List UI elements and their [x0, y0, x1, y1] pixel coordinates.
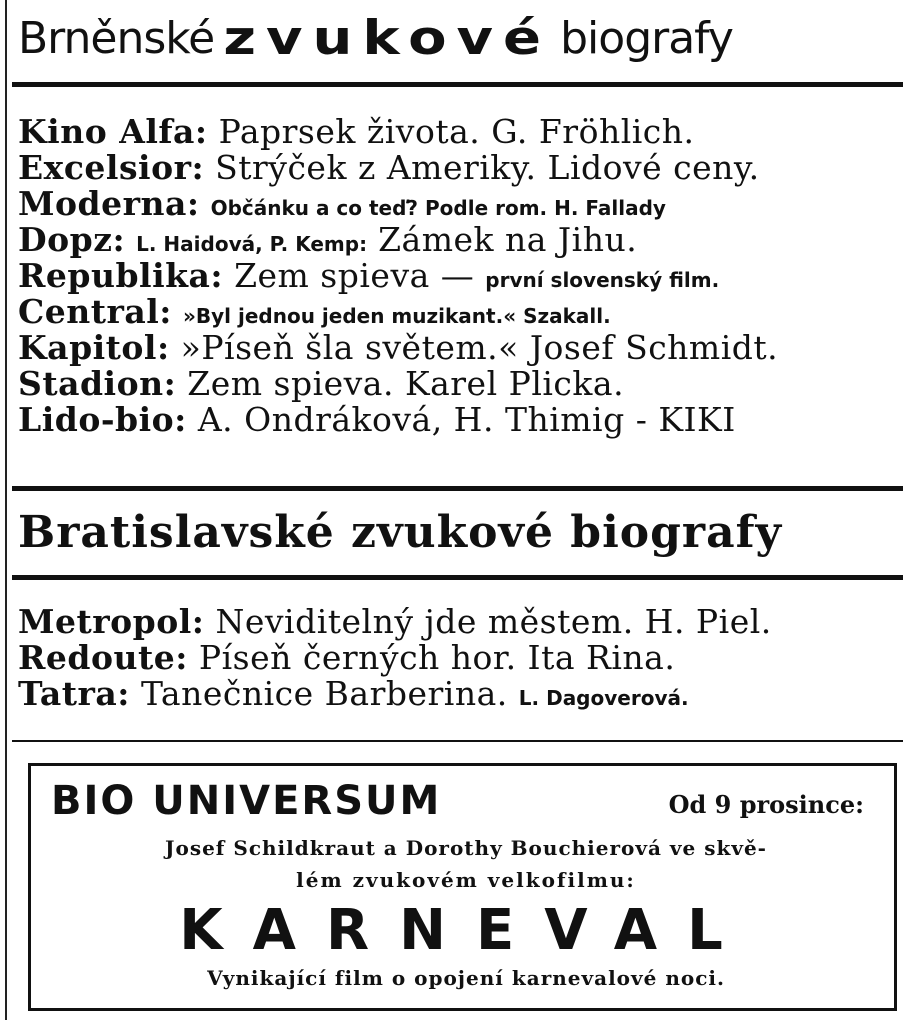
film-listing: Strýček z Ameriky. Lidové ceny.	[215, 148, 760, 187]
cinema-entry	[18, 604, 908, 640]
film-note: Občánku a co teď? Podle rom. H. Fallady	[210, 196, 666, 220]
screening-date: Od 9 prosince:	[668, 790, 864, 819]
divider	[12, 82, 903, 87]
film-listing: Paprsek života. G. Fröhlich.	[218, 112, 695, 151]
film-listing: Neviditelný jde městem. H. Piel.	[215, 602, 772, 641]
venue-name: Stadion:	[18, 364, 177, 403]
bratislava-cinema-list	[18, 604, 908, 712]
film-listing: Píseň černých hor. Ita Rina.	[198, 638, 676, 677]
film-title: KARNEVAL	[179, 898, 753, 963]
left-margin-rule	[5, 0, 7, 1020]
cinema-entry	[18, 402, 908, 438]
cast-line: Josef Schildkraut a Dorothy Bouchierová ve skvě-	[165, 836, 767, 860]
film-listing: Zem spieva. Karel Plicka.	[187, 364, 625, 403]
venue-name: Moderna:	[18, 184, 200, 223]
brno-heading	[18, 6, 903, 76]
cinema-entry	[18, 640, 908, 676]
film-note: první slovenský film.	[485, 268, 720, 292]
film-listing: Tanečnice Barberina.	[140, 674, 508, 713]
bio-universum-advertisement	[28, 763, 897, 1011]
venue-name: Central:	[18, 292, 172, 331]
cinema-entry	[18, 676, 908, 712]
film-tagline: Vynikající film o opojení karnevalové noci.	[207, 966, 725, 990]
brno-cinema-list	[18, 114, 908, 438]
brno-heading-part2: zvukové	[223, 10, 552, 67]
divider	[12, 740, 903, 742]
film-note: L. Haidová, P. Kemp:	[136, 232, 368, 256]
cinema-entry	[18, 186, 908, 222]
film-note: L. Dagoverová.	[518, 686, 689, 710]
cast-line-cont: lém zvukovém velkofilmu:	[296, 868, 636, 892]
cinema-entry	[18, 114, 908, 150]
venue-name: Dopz:	[18, 220, 126, 259]
cinema-entry	[18, 258, 908, 294]
cinema-entry	[18, 222, 908, 258]
film-listing: Zem spieva —	[234, 256, 475, 295]
cinema-entry	[18, 366, 908, 402]
venue-name: Republika:	[18, 256, 224, 295]
film-listing-extra: Zámek na Jihu.	[378, 220, 638, 259]
divider	[12, 575, 903, 580]
venue-name: Redoute:	[18, 638, 188, 677]
venue-name: Excelsior:	[18, 148, 205, 187]
brno-heading-part1: Brněnské	[18, 13, 215, 64]
film-listing: »Píseň šla světem.« Josef Schmidt.	[180, 328, 779, 367]
venue-name: Metropol:	[18, 602, 205, 641]
venue-name: Kino Alfa:	[18, 112, 208, 151]
bratislava-heading: Bratislavské zvukové biografy	[18, 507, 783, 558]
film-note: »Byl jednou jeden muzikant.« Szakall.	[182, 304, 611, 328]
cinema-entry	[18, 294, 908, 330]
cinema-entry	[18, 150, 908, 186]
venue-name: Kapitol:	[18, 328, 170, 367]
venue-name: Lido-bio:	[18, 400, 187, 439]
cinema-name: BIO UNIVERSUM	[51, 778, 442, 824]
cinema-entry	[18, 330, 908, 366]
venue-name: Tatra:	[18, 674, 130, 713]
divider	[12, 486, 903, 491]
brno-heading-part3: biografy	[560, 13, 733, 64]
film-listing: A. Ondráková, H. Thimig - KIKI	[197, 400, 736, 439]
